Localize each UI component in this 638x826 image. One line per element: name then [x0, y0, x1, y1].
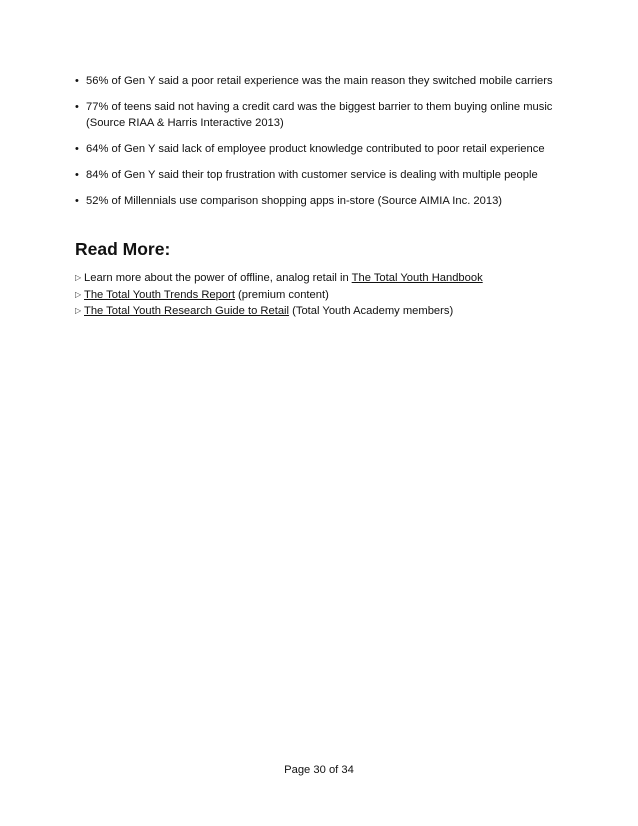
total-youth-handbook-link[interactable]: The Total Youth Handbook — [351, 272, 483, 284]
triangle-arrow-icon: ▷ — [75, 273, 82, 282]
read-more-item — [75, 303, 575, 320]
read-more-list — [75, 270, 575, 320]
bullet-text: 77% of teens said not having a credit card was the biggest barrier to them buying online music (Source RIAA & Harris Interactive 2013) — [86, 101, 553, 129]
triangle-arrow-icon: ▷ — [75, 289, 82, 299]
bullet-dot: • — [75, 169, 79, 181]
bullet-dot: • — [75, 143, 79, 155]
read-more-suffix: (Total Youth Academy members) — [289, 305, 454, 317]
list-item — [75, 99, 565, 131]
bullet-dot: • — [75, 101, 79, 113]
bullet-dot: • — [75, 195, 79, 207]
read-more-item — [75, 270, 575, 287]
bullet-text: 52% of Millennials use comparison shopping apps in-store (Source AIMIA Inc. 2013) — [86, 195, 503, 207]
triangle-arrow-icon: ▷ — [75, 306, 82, 315]
list-item — [75, 141, 565, 157]
read-more-suffix: (premium content) — [234, 288, 329, 301]
list-item — [75, 193, 565, 209]
research-guide-to-retail-link[interactable]: The Total Youth Research Guide to Retail — [84, 305, 290, 317]
list-item — [75, 73, 565, 89]
total-youth-trends-report-link[interactable]: The Total Youth Trends Report — [84, 288, 235, 301]
bullet-dot: • — [75, 75, 79, 87]
page-number: Page 30 of 34 — [284, 764, 354, 776]
list-item — [75, 167, 565, 183]
bullet-text: 56% of Gen Y said a poor retail experience was the main reason they switched mobile carriers — [86, 75, 553, 87]
bullet-text: 84% of Gen Y said their top frustration with customer service is dealing with multiple people — [86, 169, 538, 181]
bullet-text: 64% of Gen Y said lack of employee product knowledge contributed to poor retail experience — [86, 143, 545, 155]
statistics-list — [75, 73, 565, 219]
read-more-heading: Read More: — [75, 239, 171, 259]
read-more-item — [75, 287, 575, 304]
read-more-prefix: Learn more about the power of offline, analog retail in — [84, 272, 352, 284]
